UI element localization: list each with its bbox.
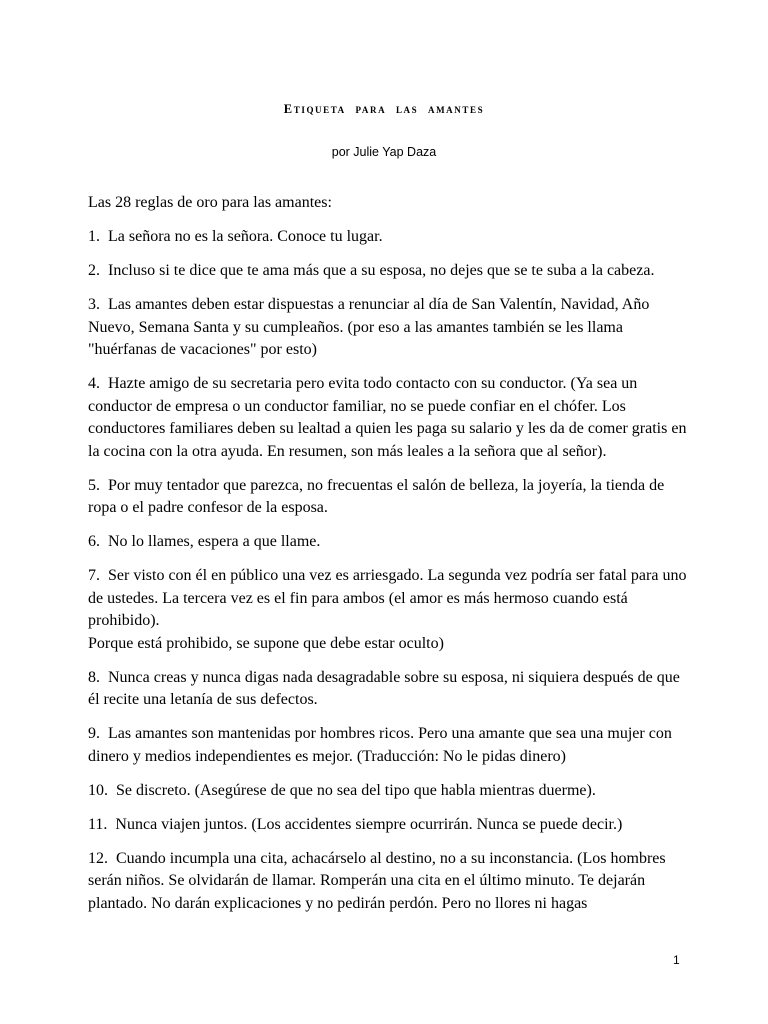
rule-text: Cuando incumpla una cita, achacárselo al destino, no a su inconstancia. (Los hombres serán niños. Se olvidarán de llamar. Romperán una cita en el último minuto. Te dejarán plantado. No darán explicaciones y no pedirán perdón. Pero no llores ni hagas — [88, 849, 666, 912]
rule-item — [88, 723, 688, 768]
rule-item — [88, 565, 688, 655]
rule-text: La señora no es la señora. Conoce tu lugar. — [108, 228, 383, 245]
rule-text: Se discreto. (Asegúrese de que no sea del tipo que habla mientras duerme). — [116, 781, 596, 799]
rule-number: 9. — [88, 725, 100, 742]
rule-item — [88, 780, 688, 803]
rule-number: 3. — [88, 296, 100, 313]
rule-number: 7. — [88, 567, 100, 584]
rule-text: No lo llames, espera a que llame. — [108, 533, 321, 550]
rule-number: 4. — [88, 375, 100, 392]
rule-item — [88, 814, 688, 837]
rule-text: Incluso si te dice que te ama más que a su esposa, no dejes que se te suba a la cabeza. — [108, 262, 655, 279]
rule-text: Nunca viajen juntos. (Los accidentes siempre ocurrirán. Nunca se puede decir.) — [115, 815, 623, 833]
rule-text: Nunca creas y nunca digas nada desagradable sobre su esposa, ni siquiera después de que él recite una letanía de sus defectos. — [88, 668, 680, 708]
rule-item — [88, 226, 688, 249]
rule-text: Las amantes deben estar dispuestas a renunciar al día de San Valentín, Navidad, Año Nuevo, Semana Santa y su cumpleaños. (por eso a las amantes también se les llama "huérfanas de vacaciones" por esto) — [88, 296, 650, 358]
rule-number: 8. — [88, 668, 100, 686]
intro-paragraph: Las 28 reglas de oro para las amantes: — [88, 194, 332, 211]
document-body — [88, 192, 688, 927]
rule-number: 11. — [88, 815, 108, 833]
document-title: Etiqueta para las amantes — [283, 102, 485, 116]
rule-text: Ser visto con él en público una vez es arriesgado. La segunda vez podría ser fatal para uno de ustedes. La tercera vez es el fin para ambos (el amor es más hermoso cuando está prohibido). — [88, 567, 687, 629]
rule-number: 12. — [88, 849, 108, 867]
rule-item — [88, 260, 688, 283]
rule-text: Por muy tentador que parezca, no frecuentas el salón de belleza, la joyería, la tienda de ropa o el padre confesor de la esposa. — [88, 476, 665, 516]
rule-number: 6. — [88, 533, 100, 550]
rule-continuation: Porque está prohibido, se supone que debe estar oculto) — [88, 634, 444, 652]
rule-text: Las amantes son mantenidas por hombres ricos. Pero una amante que sea una mujer con dinero y medios independientes es mejor. (Traducción: No le pidas dinero) — [88, 725, 672, 765]
rule-item — [88, 475, 688, 520]
rule-item — [88, 848, 688, 916]
rule-item — [88, 667, 688, 712]
rule-item — [88, 294, 688, 362]
document-author: por Julie Yap Daza — [331, 145, 437, 159]
rule-item — [88, 373, 688, 463]
rule-item — [88, 531, 688, 554]
rule-number: 10. — [88, 781, 108, 799]
rule-text: Hazte amigo de su secretaria pero evita todo contacto con su conductor. (Ya sea un conductor de empresa o un conductor familiar, no se puede confiar en el chófer. Los conductores familiares deben su lealtad a quien les paga su salario y les da de comer gratis en la cocina con la otra ayuda. En resumen, son más leales a la señora que al señor). — [88, 375, 687, 460]
rule-number: 1. — [88, 228, 100, 245]
rule-number: 5. — [88, 476, 100, 494]
page-number: 1 — [673, 953, 680, 967]
rule-number: 2. — [88, 262, 100, 279]
